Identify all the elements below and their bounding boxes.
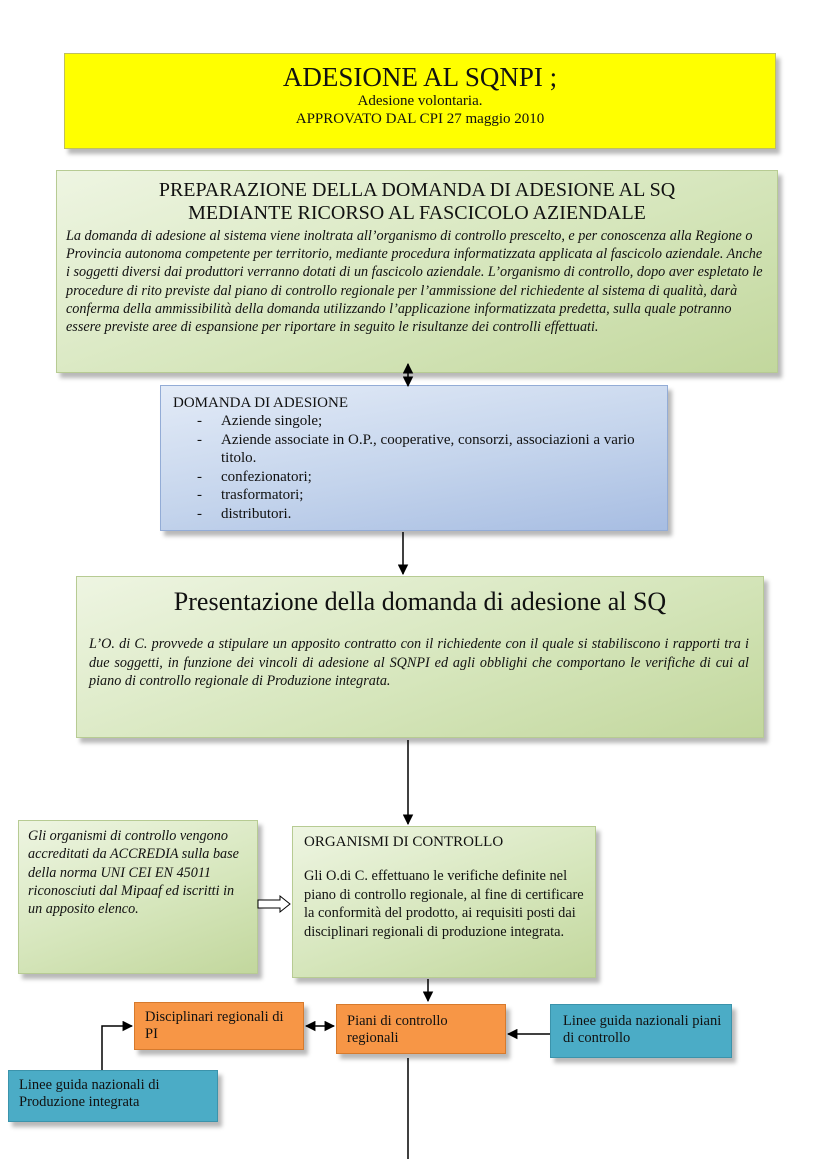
- list-item: - distributori.: [197, 505, 657, 524]
- organismi-heading: ORGANISMI DI CONTROLLO: [304, 834, 504, 850]
- approval-note: APPROVATO DAL CPI 27 maggio 2010: [295, 111, 545, 127]
- presentazione-heading: Presentazione della domanda di adesione al SQ: [173, 587, 667, 616]
- page-title: ADESIONE AL SQNPI ;: [282, 62, 558, 92]
- domanda-heading: DOMANDA DI ADESIONE: [173, 395, 348, 411]
- piani-box: Piani di controllo regionali: [336, 1004, 506, 1054]
- list-item: - Aziende singole;: [197, 412, 657, 431]
- preparazione-body: La domanda di adesione al sistema viene inoltrata all’organismo di controllo prescelto, e per conoscenza alla Regione o Provincia autonoma competente per territorio, mediante procedura informatizzata applicata al fascicolo aziendale. Anche i soggetti diversi dai produttori verranno dotati di un fascicolo aziendale. L’organismo di controllo, dopo aver espletato le procedure di rito previste dal piano di controllo regionale per l’ammissione del richiedente al sistema di qualità, darà conferma della ammissibilità della domanda utilizzando l’applicazione informatizzata predetta, sulla quale potranno essere previste aree di espansione per riportare in seguito le risultanze dei controlli effettuati.: [66, 228, 763, 336]
- arrow-lineeproduzione-disciplinari: [102, 1026, 132, 1070]
- list-item: - trasformatori;: [197, 486, 657, 505]
- linee-guida-produzione-box: Linee guida nazionali di Produzione integrata: [8, 1070, 218, 1122]
- page-subtitle: Adesione volontaria.: [357, 93, 483, 109]
- hollow-arrow-accreditamento: [258, 896, 290, 912]
- list-item: - Aziende associate in O.P., cooperative, consorzi, associazioni a vario titolo.: [197, 431, 657, 468]
- accreditamento-body: Gli organismi di controllo vengono accreditati da ACCREDIA sulla base della norma UNI CEI EN 45011 riconosciuti dal Mipaaf ed iscritti in un apposito elenco.: [28, 828, 239, 918]
- presentazione-body: L’O. di C. provvede a stipulare un apposito contratto con il richiedente con il quale si stabiliscono i rapporti tra i due soggetti, in funzione dei vincoli di adesione al SQNPI ed agli obblighi che comportano le verifiche di cui al piano di controllo regionale di Produzione integrata.: [89, 636, 749, 689]
- linee-guida-piani-box: Linee guida nazionali piani di controllo: [550, 1004, 732, 1058]
- list-item: - confezionatori;: [197, 468, 657, 487]
- preparazione-heading-line2: MEDIANTE RICORSO AL FASCICOLO AZIENDALE: [188, 202, 646, 224]
- preparazione-heading-line1: PREPARAZIONE DELLA DOMANDA DI ADESIONE AL SQ: [158, 179, 676, 201]
- organismi-body: Gli O.di C. effettuano le verifiche definite nel piano di controllo regionale, al fine di certificare la conformità del prodotto, ai requisiti posti dai disciplinari regionali di produzione integrata.: [304, 868, 584, 940]
- disciplinari-box: Disciplinari regionali di PI: [134, 1002, 304, 1050]
